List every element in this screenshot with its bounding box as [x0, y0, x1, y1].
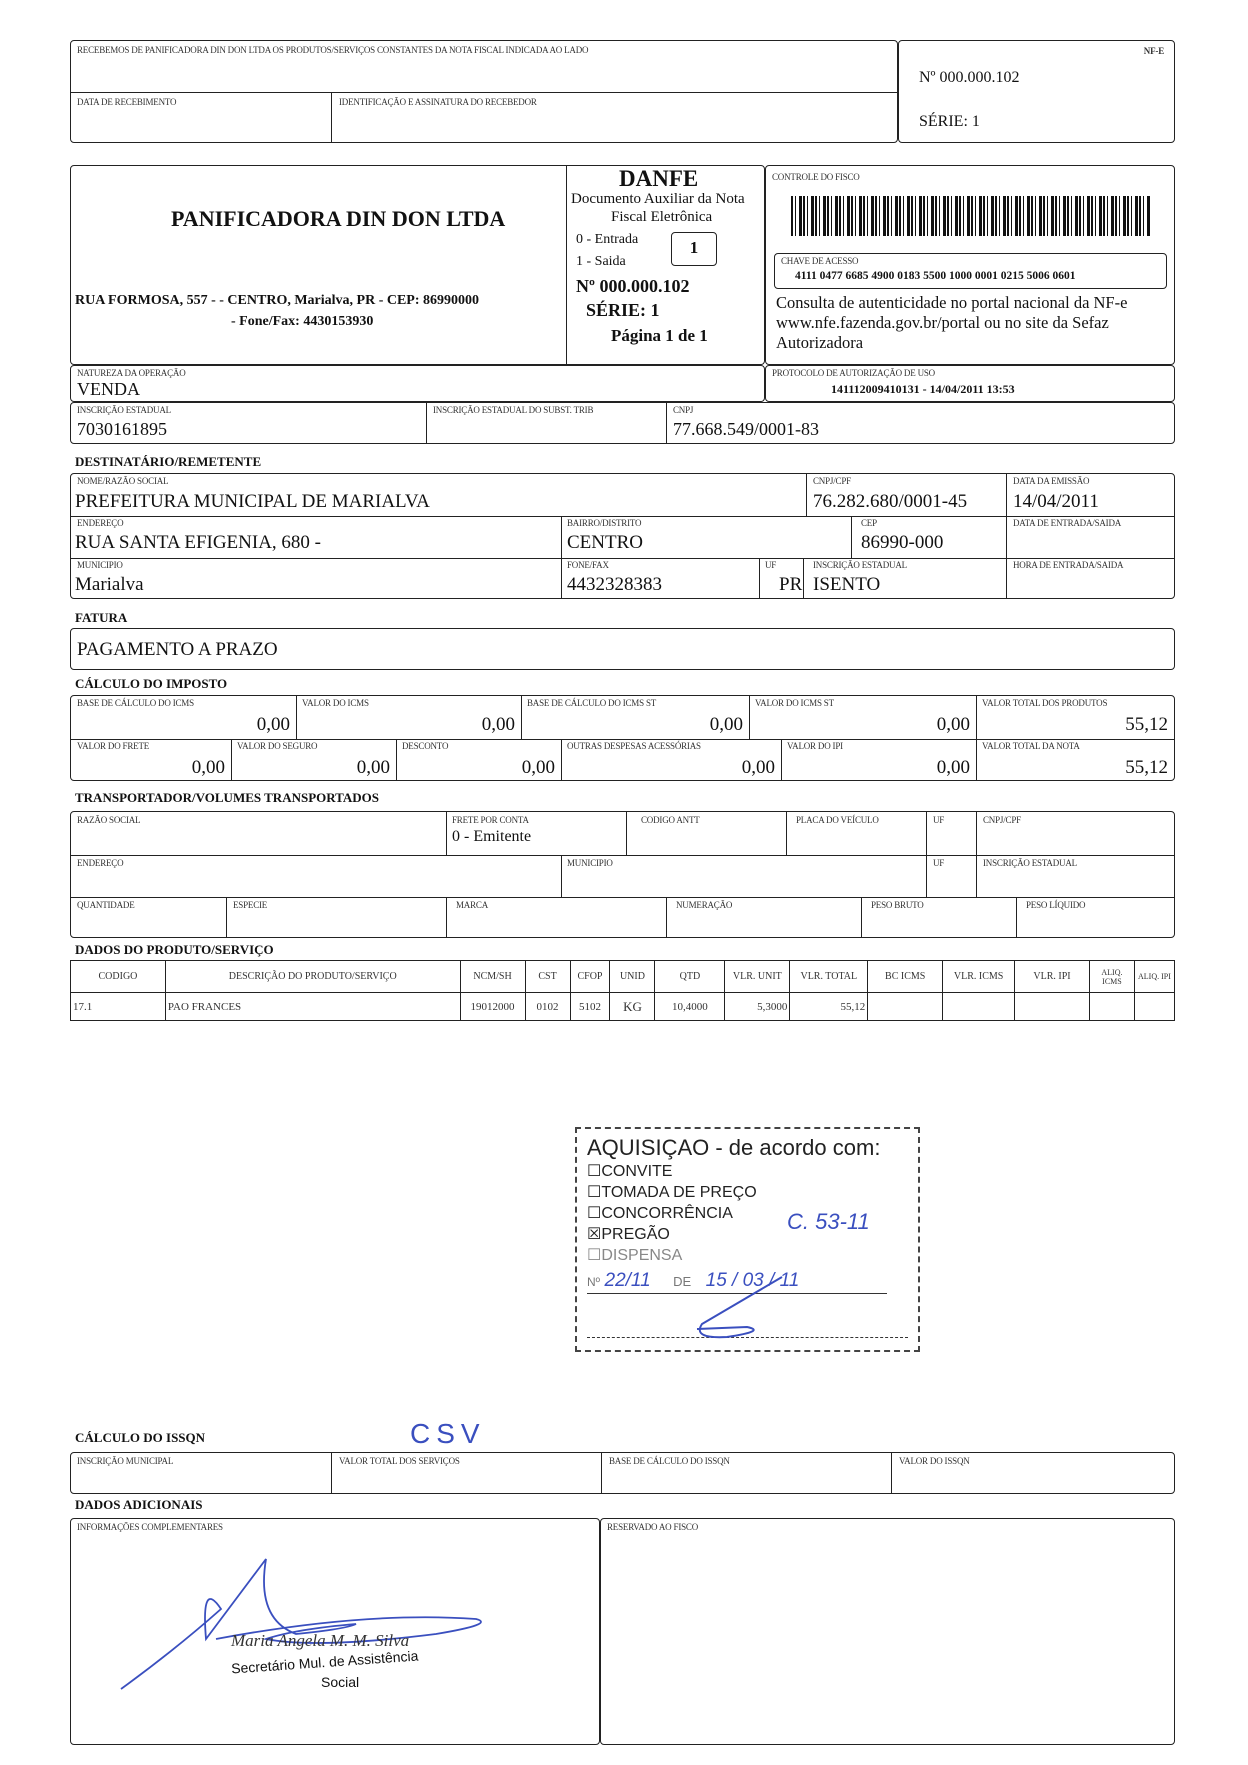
imposto-label: VALOR TOTAL DA NOTA — [982, 741, 1080, 751]
produtos-section: DADOS DO PRODUTO/SERVIÇO — [75, 942, 274, 957]
issqn-section: CÁLCULO DO ISSQN — [75, 1430, 206, 1445]
dest-hora-label: HORA DE ENTRADA/SAIDA — [1013, 560, 1124, 570]
ie-value: 7030161895 — [77, 419, 167, 439]
stamp-option-label: CONCORRÊNCIA — [601, 1205, 733, 1222]
imposto-label: BASE DE CÁLCULO DO ICMS ST — [527, 698, 657, 708]
cell-cfop: 5102 — [570, 993, 610, 1021]
imposto-value: 0,00 — [481, 714, 515, 735]
transp-endereco: ENDEREÇO — [77, 858, 124, 868]
transp-box — [70, 811, 1175, 938]
produtos-table — [70, 960, 1175, 1021]
stamp-option — [587, 1161, 908, 1182]
transp-placa: PLACA DO VEÍCULO — [796, 815, 879, 825]
col-header: BC ICMS — [868, 961, 943, 993]
transp-numeracao: NUMERAÇÃO — [676, 900, 733, 910]
imposto-value: 0,00 — [191, 757, 225, 778]
receipt-box — [70, 40, 898, 143]
imposto-section: CÁLCULO DO IMPOSTO — [75, 676, 228, 691]
stamp-option-label: TOMADA DE PREÇO — [601, 1184, 757, 1201]
col-header: VLR. TOTAL — [790, 961, 868, 993]
barcode — [791, 196, 1151, 236]
col-header: VLR. UNIT — [725, 961, 790, 993]
danfe-type-box: 1 — [671, 232, 717, 266]
reservado-fisco-box — [600, 1518, 1175, 1745]
dest-bairro: CENTRO — [567, 532, 643, 553]
dest-section: DESTINATÁRIO/REMETENTE — [75, 454, 262, 469]
col-header: UNID — [610, 961, 655, 993]
issqn-box — [70, 1452, 1175, 1494]
fatura-value: PAGAMENTO A PRAZO — [77, 639, 278, 660]
dest-fone: 4432328383 — [567, 574, 662, 595]
cnpj-value: 77.668.549/0001-83 — [673, 419, 819, 439]
imposto-cell — [561, 739, 781, 782]
dest-fone-label: FONE/FAX — [567, 560, 609, 570]
acquisition-stamp — [575, 1127, 920, 1352]
fisco-label: RESERVADO AO FISCO — [607, 1522, 699, 1532]
dest-emissao: 14/04/2011 — [1013, 491, 1099, 512]
issqn-label: BASE DE CÁLCULO DO ISSQN — [609, 1456, 730, 1466]
cell-aliq-ipi — [1134, 993, 1174, 1021]
dest-ie: ISENTO — [813, 574, 881, 595]
sign-title2: Social — [321, 1674, 360, 1690]
cell-ncm: 19012000 — [460, 993, 525, 1021]
table-header-row — [71, 961, 1175, 993]
imposto-cell — [781, 739, 976, 782]
imposto-cell — [976, 696, 1174, 739]
dest-bairro-label: BAIRRO/DISTRITO — [567, 518, 642, 528]
transp-section: TRANSPORTADOR/VOLUMES TRANSPORTADOS — [75, 790, 380, 805]
checkbox-icon: ☐ — [587, 1205, 602, 1222]
transp-uf: UF — [933, 815, 945, 825]
transp-cnpj: CNPJ/CPF — [983, 815, 1021, 825]
transp-especie: ESPECIE — [233, 900, 268, 910]
dest-uf-label: UF — [765, 560, 777, 570]
col-header: DESCRIÇÃO DO PRODUTO/SERVIÇO — [165, 961, 460, 993]
dest-ie-label: INSCRIÇÃO ESTADUAL — [813, 560, 907, 570]
emitter-name: PANIFICADORA DIN DON LTDA — [171, 206, 506, 231]
imposto-label: OUTRAS DESPESAS ACESSÓRIAS — [567, 741, 701, 751]
transp-quantidade: QUANTIDADE — [77, 900, 135, 910]
stamp-option-label: PREGÃO — [601, 1226, 670, 1243]
cnpj-label: CNPJ — [673, 405, 694, 415]
transp-peso-bruto: PESO BRUTO — [871, 900, 924, 910]
imposto-cell — [749, 696, 976, 739]
stamp-option — [587, 1245, 908, 1266]
dest-municipio: Marialva — [75, 574, 144, 595]
transp-razao: RAZÃO SOCIAL — [77, 815, 141, 825]
imposto-label: VALOR DO IPI — [787, 741, 843, 751]
protocolo-label: PROTOCOLO DE AUTORIZAÇÃO DE USO — [772, 368, 935, 378]
imposto-cell — [396, 739, 561, 782]
stamp-option — [587, 1182, 908, 1203]
col-header: CODIGO — [71, 961, 166, 993]
checkbox-icon: ☐ — [587, 1163, 602, 1180]
col-header: VLR. IPI — [1015, 961, 1090, 993]
cell-vlr-total: 55,12 — [790, 993, 868, 1021]
imposto-value: 0,00 — [521, 757, 555, 778]
col-header: CFOP — [570, 961, 610, 993]
info-complementares-box — [70, 1518, 600, 1745]
ie-row — [70, 402, 1175, 444]
dest-cep-label: CEP — [861, 518, 877, 528]
emitter-box — [70, 165, 765, 365]
nfe-number: Nº 000.000.102 — [919, 69, 1020, 86]
imposto-label: DESCONTO — [402, 741, 449, 751]
transp-antt: CODIGO ANTT — [641, 815, 700, 825]
natureza-label: NATUREZA DA OPERAÇÃO — [77, 368, 186, 378]
imposto-value: 55,12 — [1125, 714, 1168, 735]
natureza-box — [70, 365, 765, 402]
dest-emissao-label: DATA DA EMISSÃO — [1013, 476, 1090, 486]
dest-entrada-label: DATA DE ENTRADA/SAIDA — [1013, 518, 1122, 528]
col-header: QTD — [655, 961, 725, 993]
dest-cep: 86990-000 — [861, 532, 944, 553]
col-header: VLR. ICMS — [943, 961, 1015, 993]
stamp-number: 22/11 — [604, 1270, 651, 1291]
stamp-no-label: Nº — [587, 1275, 601, 1289]
issqn-label: INSCRIÇÃO MUNICIPAL — [77, 1456, 174, 1466]
col-header: CST — [525, 961, 570, 993]
chave-value: 4111 0477 6685 4900 0183 5500 1000 0001 0215 5006 0601 — [795, 270, 1076, 282]
stamp-date: 15 / 03 / 11 — [705, 1270, 800, 1291]
transp-uf2: UF — [933, 858, 945, 868]
col-header: ALIQ. IPI — [1134, 961, 1174, 993]
emitter-address: RUA FORMOSA, 557 - - CENTRO, Marialva, PR - CEP: 86990000 — [75, 293, 480, 308]
imposto-value: 0,00 — [741, 757, 775, 778]
imposto-label: VALOR TOTAL DOS PRODUTOS — [982, 698, 1108, 708]
csv-handwriting: CSV — [410, 1418, 486, 1449]
receipt-sign-label: IDENTIFICAÇÃO E ASSINATURA DO RECEBEDOR — [339, 97, 537, 107]
stamp-title: AQUISIÇAO - de acordo com: — [587, 1135, 881, 1160]
dest-cnpj-label: CNPJ/CPF — [813, 476, 851, 486]
sign-title: Secretário Mul. de Assistência — [230, 1647, 419, 1677]
imposto-value: 0,00 — [936, 757, 970, 778]
info-label: INFORMAÇÕES COMPLEMENTARES — [77, 1522, 223, 1532]
issqn-label: VALOR TOTAL DOS SERVIÇOS — [339, 1456, 460, 1466]
transp-frete: 0 - Emitente — [452, 828, 532, 845]
dest-box — [70, 473, 1175, 599]
imposto-label: VALOR DO ICMS — [302, 698, 369, 708]
stamp-option-label: DISPENSA — [601, 1247, 683, 1264]
imposto-value: 0,00 — [356, 757, 390, 778]
imposto-cell — [231, 739, 396, 782]
cell-vlr-icms — [943, 993, 1015, 1021]
ie-label: INSCRIÇÃO ESTADUAL — [77, 405, 171, 415]
dest-nome: PREFEITURA MUNICIPAL DE MARIALVA — [75, 491, 430, 512]
nfe-box — [898, 40, 1175, 143]
checkbox-icon: ☐ — [587, 1184, 602, 1201]
danfe-serie: SÉRIE: 1 — [586, 300, 660, 320]
consulta-text: Consulta de autenticidade no portal nacional da NF-e www.nfe.fazenda.gov.br/portal ou no site da Sefaz Autorizadora — [776, 293, 1128, 352]
dest-endereco-label: ENDEREÇO — [77, 518, 124, 528]
chave-box — [774, 253, 1167, 289]
cell-codigo: 17.1 — [71, 993, 166, 1021]
transp-frete-label: FRETE POR CONTA — [452, 815, 529, 825]
dest-endereco: RUA SANTA EFIGENIA, 680 - — [75, 532, 322, 553]
protocolo-box — [765, 365, 1175, 402]
cell-qtd: 10,4000 — [655, 993, 725, 1021]
danfe-title: DANFE — [619, 166, 699, 191]
controle-label: CONTROLE DO FISCO — [772, 172, 860, 182]
danfe-entrada: 0 - Entrada — [576, 232, 639, 247]
transp-municipio: MUNICIPIO — [567, 858, 613, 868]
danfe-subtitle2: Fiscal Eletrônica — [611, 209, 713, 225]
imposto-cell — [521, 696, 749, 739]
transp-peso-liquido: PESO LÍQUIDO — [1026, 900, 1086, 910]
dest-uf: PR — [779, 574, 803, 595]
fatura-section: FATURA — [75, 610, 128, 625]
protocolo-value: 141112009410131 - 14/04/2011 13:53 — [831, 382, 1015, 396]
nfe-label: NF-E — [1143, 46, 1164, 56]
cell-cst: 0102 — [525, 993, 570, 1021]
imposto-value: 0,00 — [709, 714, 743, 735]
danfe-saida: 1 - Saida — [576, 254, 626, 269]
imposto-label: VALOR DO FRETE — [77, 741, 150, 751]
imposto-label: VALOR DO SEGURO — [237, 741, 318, 751]
imposto-cell — [296, 696, 521, 739]
natureza-value: VENDA — [77, 379, 140, 399]
chave-label: CHAVE DE ACESSO — [781, 256, 859, 266]
imposto-value: 55,12 — [1125, 757, 1168, 778]
danfe-subtitle1: Documento Auxiliar da Nota — [571, 191, 745, 207]
issqn-label: VALOR DO ISSQN — [899, 1456, 970, 1466]
cell-bc-icms — [868, 993, 943, 1021]
table-row — [71, 993, 1175, 1021]
sign-name: Maria Angela M. M. Silva — [231, 1631, 410, 1650]
dest-nome-label: NOME/RAZÃO SOCIAL — [77, 476, 169, 486]
cell-vlr-unit: 5,3000 — [725, 993, 790, 1021]
col-header: NCM/SH — [460, 961, 525, 993]
dest-municipio-label: MUNICIPIO — [77, 560, 123, 570]
cell-descricao: PAO FRANCES — [165, 993, 460, 1021]
imposto-value: 0,00 — [256, 714, 290, 735]
imposto-value: 0,00 — [936, 714, 970, 735]
fatura-box — [70, 628, 1175, 670]
imposto-cell — [71, 739, 231, 782]
imposto-box — [70, 695, 1175, 781]
cell-unid: KG — [610, 993, 655, 1021]
col-header: ALIQ. ICMS — [1089, 961, 1134, 993]
receipt-text: RECEBEMOS DE PANIFICADORA DIN DON LTDA OS PRODUTOS/SERVIÇOS CONSTANTES DA NOTA FISCAL INDICADA AO LADO — [77, 45, 589, 55]
dest-cnpj: 76.282.680/0001-45 — [813, 491, 968, 512]
stamp-option-label: CONVITE — [601, 1163, 673, 1180]
danfe-page: Página 1 de 1 — [611, 326, 708, 345]
cell-vlr-ipi — [1015, 993, 1090, 1021]
checked-checkbox-icon: ☒ — [587, 1226, 602, 1243]
checkbox-icon: ☐ — [587, 1247, 602, 1264]
stamp-de-label: DE — [673, 1274, 692, 1289]
stamp-note: C. 53-11 — [787, 1209, 870, 1234]
transp-ie: INSCRIÇÃO ESTADUAL — [983, 858, 1077, 868]
imposto-label: BASE DE CÁLCULO DO ICMS — [77, 698, 194, 708]
cell-aliq-icms — [1089, 993, 1134, 1021]
danfe-number: Nº 000.000.102 — [576, 276, 690, 296]
receipt-date-label: DATA DE RECEBIMENTO — [77, 97, 177, 107]
nfe-serie: SÉRIE: 1 — [919, 113, 980, 130]
imposto-cell — [976, 739, 1174, 782]
fisco-box — [765, 165, 1175, 365]
transp-marca: MARCA — [456, 900, 489, 910]
ie-st-label: INSCRIÇÃO ESTADUAL DO SUBST. TRIB — [433, 405, 594, 415]
emitter-phone: - Fone/Fax: 4430153930 — [231, 314, 374, 329]
stamp-signature — [687, 1269, 797, 1344]
imposto-cell — [71, 696, 296, 739]
imposto-label: VALOR DO ICMS ST — [755, 698, 834, 708]
adicionais-section: DADOS ADICIONAIS — [75, 1497, 203, 1512]
